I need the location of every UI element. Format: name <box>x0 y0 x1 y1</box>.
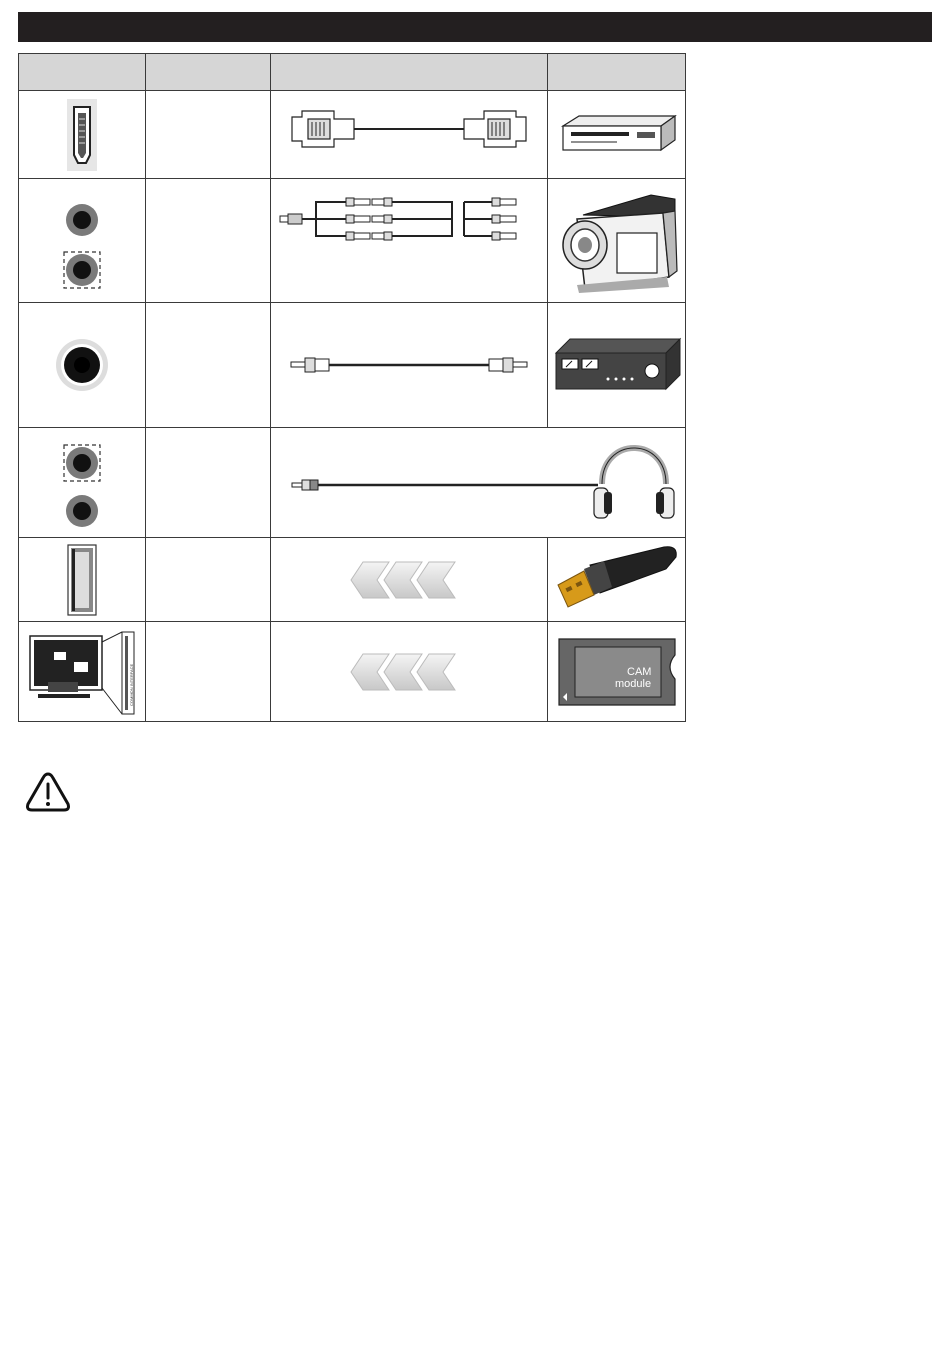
av-cable-icon <box>276 186 542 296</box>
usb-stick-icon <box>554 545 680 615</box>
coaxial-port-icon <box>52 335 112 395</box>
table-row <box>19 538 686 622</box>
header-bar <box>18 12 932 42</box>
cam-module-icon <box>557 637 677 707</box>
tv-rear-ci-icon <box>24 626 140 718</box>
table-row <box>19 428 686 538</box>
cable-cell <box>271 622 548 722</box>
av-jacks-icon <box>60 186 104 296</box>
table-row <box>19 91 686 179</box>
device-cell <box>548 91 686 179</box>
table-row <box>19 303 686 428</box>
headphones-icon <box>594 448 674 518</box>
connector-cell <box>19 179 146 303</box>
connections-table <box>18 53 686 722</box>
device-cell <box>548 622 686 722</box>
connector-cell <box>19 428 146 538</box>
cable-cell <box>271 538 548 622</box>
type-cell <box>146 91 271 179</box>
type-cell <box>146 179 271 303</box>
hdmi-cable-icon <box>284 105 534 165</box>
cable-cell <box>271 303 548 428</box>
connector-cell <box>19 91 146 179</box>
insert-arrows-icon <box>349 652 469 692</box>
hdmi-port-icon <box>62 97 102 173</box>
usb-port-icon <box>62 543 102 617</box>
connector-cell <box>19 622 146 722</box>
table-row <box>19 622 686 722</box>
cam-label-line1: CAM <box>626 665 651 678</box>
header-connector <box>19 54 146 91</box>
header-cables <box>271 54 548 91</box>
type-cell <box>146 428 271 538</box>
device-cell <box>548 179 686 303</box>
cam-label-line2: module <box>614 677 651 690</box>
camcorder-icon <box>555 185 679 297</box>
cable-cell <box>271 179 548 303</box>
table-row <box>19 179 686 303</box>
coaxial-cable-icon <box>289 350 529 380</box>
header-type <box>146 54 271 91</box>
type-cell <box>146 303 271 428</box>
headphone-cable-icon <box>278 438 678 528</box>
warning-icon <box>24 770 72 814</box>
device-cell <box>548 538 686 622</box>
type-cell <box>146 622 271 722</box>
device-cell <box>548 303 686 428</box>
ci-label: COMMON INTERFACE <box>129 663 134 706</box>
connector-cell <box>19 538 146 622</box>
type-cell <box>146 538 271 622</box>
table-header-row <box>19 54 686 91</box>
dvd-player-icon <box>557 110 677 160</box>
headphone-jack-icon <box>60 433 104 533</box>
insert-arrows-icon <box>349 560 469 600</box>
connector-cell <box>19 303 146 428</box>
cable-cell <box>271 91 548 179</box>
header-device <box>548 54 686 91</box>
amplifier-icon <box>552 335 682 395</box>
cable-device-cell <box>271 428 686 538</box>
